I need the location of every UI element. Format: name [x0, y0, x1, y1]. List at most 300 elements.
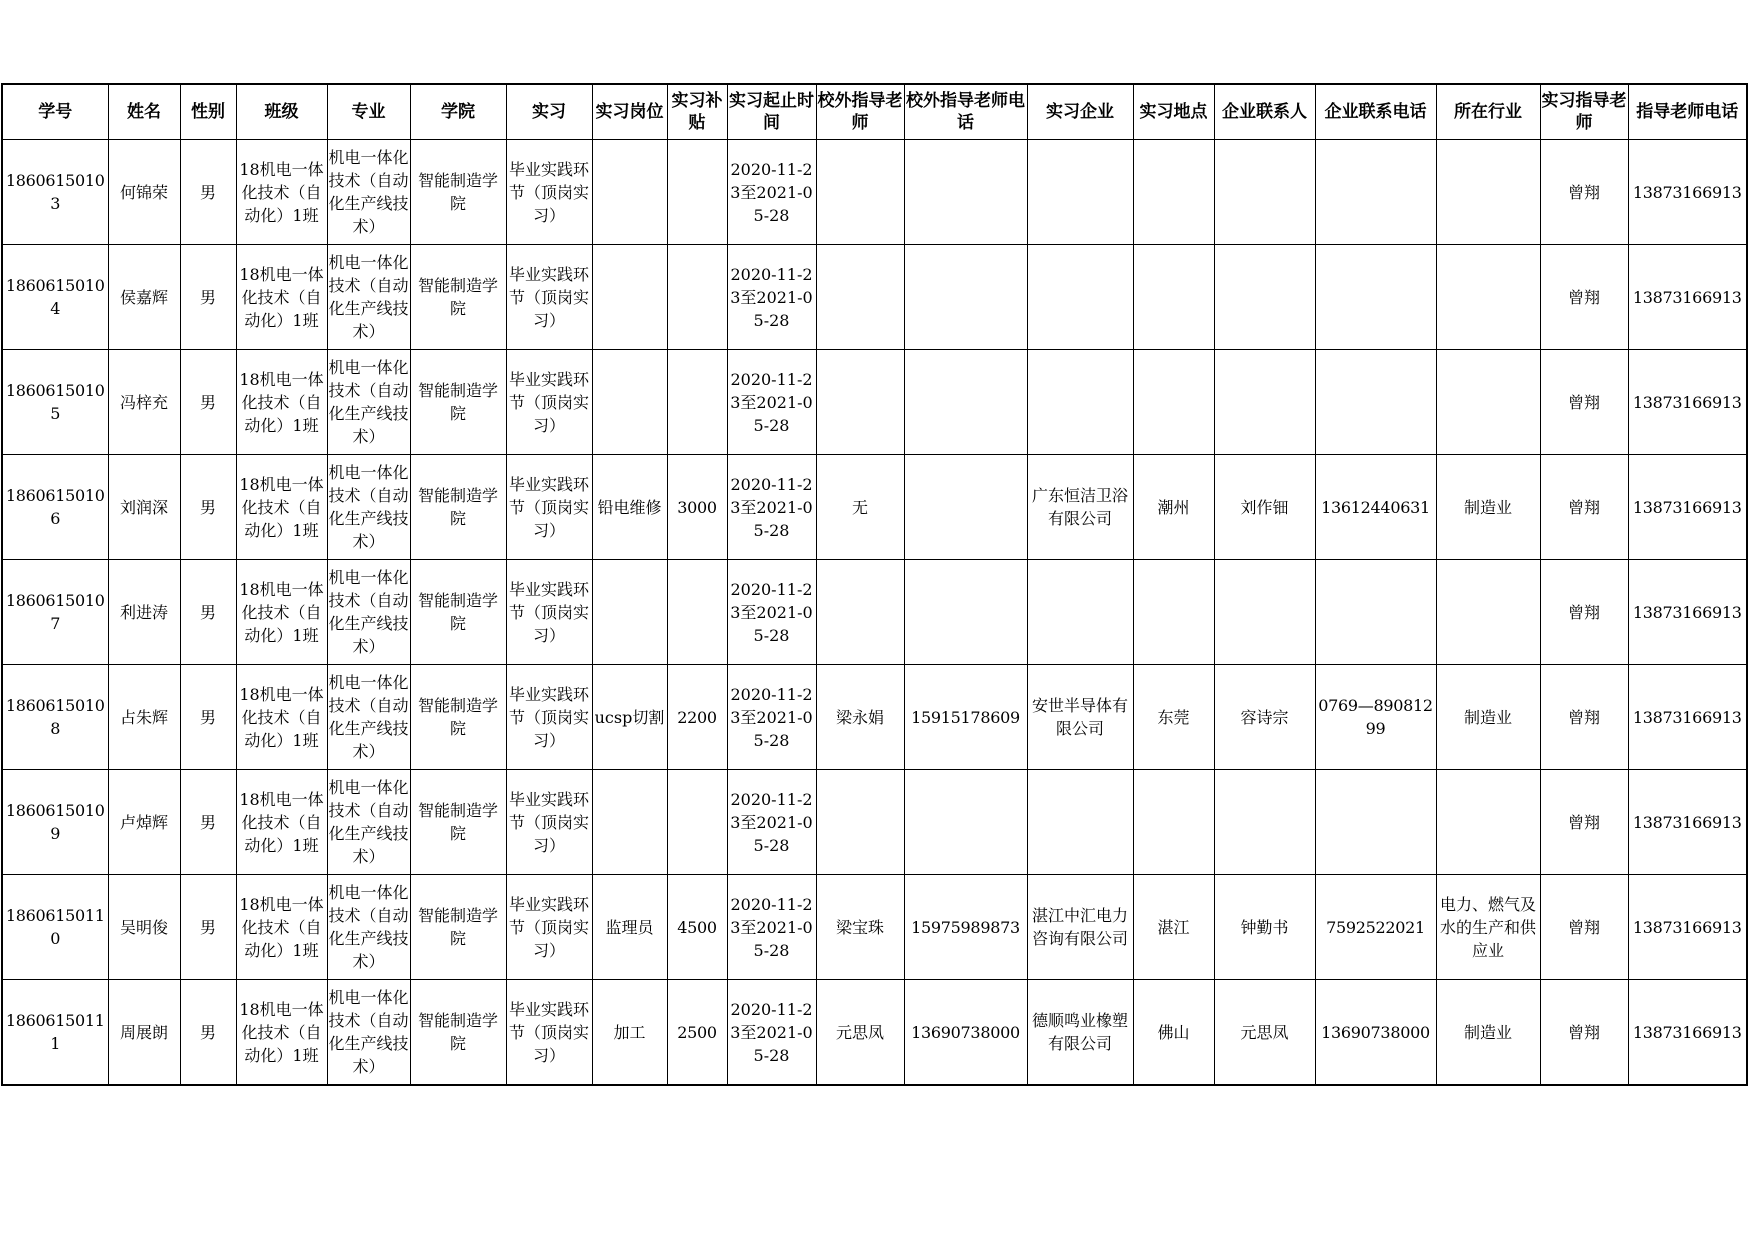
cell-text: 毕业实践环节（顶岗实习） [508, 789, 589, 855]
cell-company-contact [1214, 980, 1315, 1086]
cell-text: 18机电一体化技术（自动化）1班 [239, 894, 324, 960]
cell-text: 毕业实践环节（顶岗实习） [508, 369, 589, 435]
table-body [2, 140, 1747, 1086]
cell-company-contact [1214, 875, 1315, 980]
cell-text: 智能制造学院 [417, 801, 498, 843]
cell-mentor-phone [1628, 455, 1747, 560]
cell-location [1133, 980, 1214, 1086]
cell-college [410, 560, 506, 665]
cell-company-phone [1315, 140, 1436, 245]
header-col-gender: 性别 [180, 84, 236, 140]
cell-industry [1436, 770, 1540, 875]
cell-text: 2020-11-23至2021-05-28 [730, 159, 813, 225]
cell-external-mentor-phone [904, 245, 1027, 350]
header-col-college: 学院 [410, 84, 506, 140]
cell-text: 智能制造学院 [417, 591, 498, 633]
cell-major [327, 770, 410, 875]
cell-text: 18606150104 [5, 276, 105, 318]
cell-text: 18机电一体化技术（自动化）1班 [239, 684, 324, 750]
cell-company [1027, 875, 1133, 980]
cell-text: 18606150106 [5, 486, 105, 528]
cell-text: 利进涛 [119, 602, 168, 622]
cell-name [108, 665, 180, 770]
cell-major [327, 980, 410, 1086]
cell-college [410, 455, 506, 560]
header-col-external-mentor-phone: 校外指导老师电话 [904, 84, 1027, 140]
cell-text: 2020-11-23至2021-05-28 [730, 684, 813, 750]
cell-location [1133, 455, 1214, 560]
cell-text: 机电一体化技术（自动化生产线技术） [328, 568, 409, 656]
cell-text: 2500 [677, 1022, 717, 1042]
table-row [2, 350, 1747, 455]
cell-position [592, 770, 667, 875]
cell-major [327, 560, 410, 665]
cell-external-mentor [816, 140, 904, 245]
cell-subsidy [667, 980, 727, 1086]
table-row [2, 980, 1747, 1086]
cell-company [1027, 350, 1133, 455]
cell-external-mentor-phone [904, 875, 1027, 980]
cell-text: 曾翔 [1567, 707, 1600, 727]
header-col-subsidy: 实习补贴 [667, 84, 727, 140]
cell-mentor [1540, 980, 1628, 1086]
cell-text: 2020-11-23至2021-05-28 [730, 894, 813, 960]
cell-name [108, 875, 180, 980]
cell-text: 13873166913 [1632, 917, 1742, 937]
cell-class [236, 770, 327, 875]
cell-company-phone [1315, 665, 1436, 770]
cell-gender [180, 140, 236, 245]
cell-text: 曾翔 [1567, 812, 1600, 832]
cell-college [410, 245, 506, 350]
cell-location [1133, 770, 1214, 875]
cell-text: 铅电维修 [597, 497, 662, 517]
cell-class [236, 980, 327, 1086]
cell-external-mentor [816, 980, 904, 1086]
cell-text: 制造业 [1463, 497, 1512, 517]
cell-text: 2020-11-23至2021-05-28 [730, 999, 813, 1065]
cell-major [327, 455, 410, 560]
cell-text: 元思凤 [1240, 1022, 1289, 1042]
cell-text: 机电一体化技术（自动化生产线技术） [328, 148, 409, 236]
cell-text: 18606150111 [5, 1011, 105, 1053]
cell-gender [180, 875, 236, 980]
cell-text: 湛江 [1157, 917, 1190, 937]
cell-text: 曾翔 [1567, 602, 1600, 622]
cell-external-mentor-phone [904, 140, 1027, 245]
cell-internship [506, 350, 592, 455]
header-col-location: 实习地点 [1133, 84, 1214, 140]
cell-text: 13873166913 [1632, 392, 1742, 412]
cell-text: 侯嘉辉 [119, 287, 168, 307]
cell-company-contact [1214, 560, 1315, 665]
cell-name [108, 980, 180, 1086]
cell-student-id [2, 560, 108, 665]
cell-text: 德顺鸣业橡塑有限公司 [1031, 1011, 1128, 1053]
cell-name [108, 560, 180, 665]
cell-company [1027, 455, 1133, 560]
cell-mentor [1540, 875, 1628, 980]
cell-location [1133, 350, 1214, 455]
cell-internship [506, 875, 592, 980]
cell-text: 13873166913 [1632, 287, 1742, 307]
cell-text: 机电一体化技术（自动化生产线技术） [328, 883, 409, 971]
cell-location [1133, 875, 1214, 980]
cell-position [592, 455, 667, 560]
header-col-position: 实习岗位 [592, 84, 667, 140]
cell-text: 毕业实践环节（顶岗实习） [508, 579, 589, 645]
cell-company [1027, 665, 1133, 770]
cell-text: 毕业实践环节（顶岗实习） [508, 474, 589, 540]
cell-text: 13690738000 [911, 1022, 1020, 1042]
header-col-name: 姓名 [108, 84, 180, 140]
cell-class [236, 455, 327, 560]
cell-text: 13873166913 [1632, 707, 1742, 727]
cell-major [327, 245, 410, 350]
cell-text: 制造业 [1463, 707, 1512, 727]
cell-company-contact [1214, 665, 1315, 770]
cell-industry [1436, 455, 1540, 560]
cell-text: 曾翔 [1567, 287, 1600, 307]
cell-text: 男 [199, 1022, 216, 1042]
cell-class [236, 140, 327, 245]
cell-position [592, 350, 667, 455]
cell-position [592, 245, 667, 350]
cell-text: 吴明俊 [119, 917, 168, 937]
cell-internship [506, 560, 592, 665]
cell-text: 制造业 [1463, 1022, 1512, 1042]
cell-student-id [2, 770, 108, 875]
table-row [2, 140, 1747, 245]
cell-mentor [1540, 560, 1628, 665]
cell-company [1027, 980, 1133, 1086]
cell-subsidy [667, 455, 727, 560]
cell-external-mentor [816, 770, 904, 875]
cell-student-id [2, 140, 108, 245]
cell-major [327, 350, 410, 455]
cell-text: 广东恒洁卫浴有限公司 [1031, 486, 1128, 528]
cell-text: 机电一体化技术（自动化生产线技术） [328, 253, 409, 341]
cell-text: 智能制造学院 [417, 276, 498, 318]
cell-text: 男 [199, 707, 216, 727]
cell-period [727, 350, 816, 455]
cell-text: 机电一体化技术（自动化生产线技术） [328, 778, 409, 866]
cell-class [236, 560, 327, 665]
cell-company [1027, 560, 1133, 665]
cell-text: 男 [199, 602, 216, 622]
cell-name [108, 455, 180, 560]
table-row [2, 245, 1747, 350]
cell-company-phone [1315, 350, 1436, 455]
cell-period [727, 980, 816, 1086]
cell-external-mentor-phone [904, 560, 1027, 665]
table-header [2, 84, 1747, 140]
cell-external-mentor [816, 665, 904, 770]
cell-text: 智能制造学院 [417, 1011, 498, 1053]
table-row [2, 560, 1747, 665]
cell-text: 18机电一体化技术（自动化）1班 [239, 579, 324, 645]
cell-text: 加工 [613, 1022, 646, 1042]
cell-student-id [2, 980, 108, 1086]
cell-student-id [2, 455, 108, 560]
cell-text: 机电一体化技术（自动化生产线技术） [328, 358, 409, 446]
cell-mentor-phone [1628, 875, 1747, 980]
cell-mentor-phone [1628, 770, 1747, 875]
cell-subsidy [667, 560, 727, 665]
cell-text: 卢焯辉 [119, 812, 168, 832]
cell-text: 2020-11-23至2021-05-28 [730, 789, 813, 855]
cell-mentor [1540, 770, 1628, 875]
cell-external-mentor-phone [904, 665, 1027, 770]
cell-internship [506, 665, 592, 770]
cell-text: 曾翔 [1567, 392, 1600, 412]
cell-text: 毕业实践环节（顶岗实习） [508, 264, 589, 330]
cell-student-id [2, 875, 108, 980]
cell-gender [180, 455, 236, 560]
header-col-company: 实习企业 [1027, 84, 1133, 140]
cell-internship [506, 245, 592, 350]
cell-mentor-phone [1628, 665, 1747, 770]
cell-company-phone [1315, 245, 1436, 350]
cell-period [727, 455, 816, 560]
cell-company-contact [1214, 140, 1315, 245]
cell-external-mentor [816, 875, 904, 980]
cell-text: 潮州 [1157, 497, 1190, 517]
cell-location [1133, 245, 1214, 350]
cell-text: 18机电一体化技术（自动化）1班 [239, 474, 324, 540]
cell-mentor [1540, 665, 1628, 770]
cell-location [1133, 140, 1214, 245]
cell-text: 3000 [677, 497, 717, 517]
cell-position [592, 665, 667, 770]
cell-position [592, 980, 667, 1086]
cell-class [236, 875, 327, 980]
cell-text: 电力、燃气及水的生产和供应业 [1439, 894, 1536, 960]
cell-location [1133, 560, 1214, 665]
cell-text: 曾翔 [1567, 1022, 1600, 1042]
header-row [2, 84, 1747, 140]
cell-text: 智能制造学院 [417, 696, 498, 738]
cell-name [108, 245, 180, 350]
cell-internship [506, 980, 592, 1086]
cell-college [410, 140, 506, 245]
cell-text: 男 [199, 287, 216, 307]
cell-company-phone [1315, 455, 1436, 560]
cell-text: 毕业实践环节（顶岗实习） [508, 684, 589, 750]
cell-text: 男 [199, 182, 216, 202]
cell-company-phone [1315, 560, 1436, 665]
cell-text: 毕业实践环节（顶岗实习） [508, 159, 589, 225]
cell-text: 曾翔 [1567, 497, 1600, 517]
cell-name [108, 140, 180, 245]
header-col-mentor-phone: 指导老师电话 [1628, 84, 1747, 140]
cell-external-mentor [816, 455, 904, 560]
table-row [2, 770, 1747, 875]
cell-text: 2020-11-23至2021-05-28 [730, 579, 813, 645]
cell-period [727, 770, 816, 875]
cell-text: 曾翔 [1567, 917, 1600, 937]
cell-subsidy [667, 245, 727, 350]
cell-college [410, 350, 506, 455]
cell-text: 智能制造学院 [417, 906, 498, 948]
cell-text: 智能制造学院 [417, 486, 498, 528]
cell-subsidy [667, 350, 727, 455]
header-col-student-id: 学号 [2, 84, 108, 140]
cell-position [592, 560, 667, 665]
cell-college [410, 875, 506, 980]
cell-class [236, 350, 327, 455]
cell-internship [506, 140, 592, 245]
cell-mentor-phone [1628, 560, 1747, 665]
cell-company-contact [1214, 245, 1315, 350]
header-col-mentor: 实习指导老师 [1540, 84, 1628, 140]
cell-college [410, 665, 506, 770]
cell-industry [1436, 245, 1540, 350]
cell-text: ucsp切割 [594, 707, 665, 727]
cell-text: 4500 [677, 917, 717, 937]
cell-company-contact [1214, 350, 1315, 455]
cell-location [1133, 665, 1214, 770]
cell-mentor [1540, 350, 1628, 455]
cell-text: 毕业实践环节（顶岗实习） [508, 894, 589, 960]
cell-text: 18机电一体化技术（自动化）1班 [239, 159, 324, 225]
cell-text: 男 [199, 497, 216, 517]
cell-text: 18606150107 [5, 591, 105, 633]
header-col-company-phone: 企业联系电话 [1315, 84, 1436, 140]
cell-external-mentor-phone [904, 770, 1027, 875]
cell-text: 湛江中汇电力咨询有限公司 [1031, 906, 1128, 948]
header-col-period: 实习起止时间 [727, 84, 816, 140]
cell-company-phone [1315, 770, 1436, 875]
cell-text: 机电一体化技术（自动化生产线技术） [328, 988, 409, 1076]
cell-student-id [2, 665, 108, 770]
cell-position [592, 875, 667, 980]
cell-text: 周展朗 [119, 1022, 168, 1042]
cell-industry [1436, 350, 1540, 455]
cell-company-contact [1214, 770, 1315, 875]
cell-major [327, 140, 410, 245]
cell-mentor [1540, 245, 1628, 350]
cell-company [1027, 140, 1133, 245]
cell-industry [1436, 560, 1540, 665]
cell-text: 智能制造学院 [417, 171, 498, 213]
cell-text: 佛山 [1157, 1022, 1190, 1042]
cell-company-contact [1214, 455, 1315, 560]
cell-text: 13873166913 [1632, 602, 1742, 622]
cell-text: 0769—89081299 [1318, 696, 1433, 738]
cell-position [592, 140, 667, 245]
cell-text: 13873166913 [1632, 497, 1742, 517]
header-col-class: 班级 [236, 84, 327, 140]
cell-text: 梁永娟 [835, 707, 884, 727]
cell-text: 18机电一体化技术（自动化）1班 [239, 999, 324, 1065]
cell-gender [180, 560, 236, 665]
cell-text: 监理员 [605, 917, 654, 937]
cell-subsidy [667, 875, 727, 980]
cell-text: 何锦荣 [119, 182, 168, 202]
cell-mentor-phone [1628, 140, 1747, 245]
header-col-industry: 所在行业 [1436, 84, 1540, 140]
cell-text: 13690738000 [1321, 1022, 1430, 1042]
cell-text: 2020-11-23至2021-05-28 [730, 369, 813, 435]
cell-text: 男 [199, 812, 216, 832]
cell-text: 机电一体化技术（自动化生产线技术） [328, 673, 409, 761]
cell-industry [1436, 875, 1540, 980]
cell-text: 2200 [677, 707, 717, 727]
cell-student-id [2, 350, 108, 455]
cell-text: 18606150103 [5, 171, 105, 213]
cell-text: 占朱辉 [119, 707, 168, 727]
header-col-major: 专业 [327, 84, 410, 140]
cell-major [327, 665, 410, 770]
cell-internship [506, 455, 592, 560]
cell-text: 2020-11-23至2021-05-28 [730, 474, 813, 540]
internship-table [1, 83, 1748, 1086]
cell-text: 13612440631 [1321, 497, 1430, 517]
cell-industry [1436, 665, 1540, 770]
cell-text: 刘润深 [119, 497, 168, 517]
cell-period [727, 665, 816, 770]
cell-text: 机电一体化技术（自动化生产线技术） [328, 463, 409, 551]
cell-text: 18606150105 [5, 381, 105, 423]
cell-student-id [2, 245, 108, 350]
cell-industry [1436, 980, 1540, 1086]
cell-text: 男 [199, 917, 216, 937]
cell-gender [180, 980, 236, 1086]
cell-text: 曾翔 [1567, 182, 1600, 202]
cell-text: 15975989873 [911, 917, 1020, 937]
header-col-internship: 实习 [506, 84, 592, 140]
cell-text: 安世半导体有限公司 [1031, 696, 1128, 738]
cell-college [410, 770, 506, 875]
cell-class [236, 245, 327, 350]
cell-mentor-phone [1628, 245, 1747, 350]
cell-text: 18606150109 [5, 801, 105, 843]
cell-text: 13873166913 [1632, 812, 1742, 832]
cell-subsidy [667, 770, 727, 875]
cell-text: 容诗宗 [1240, 707, 1289, 727]
cell-text: 毕业实践环节（顶岗实习） [508, 999, 589, 1065]
cell-mentor [1540, 140, 1628, 245]
cell-external-mentor [816, 350, 904, 455]
table-row [2, 455, 1747, 560]
cell-period [727, 875, 816, 980]
cell-text: 7592522021 [1326, 917, 1425, 937]
cell-subsidy [667, 140, 727, 245]
cell-text: 13873166913 [1632, 1022, 1742, 1042]
cell-text: 智能制造学院 [417, 381, 498, 423]
cell-text: 18机电一体化技术（自动化）1班 [239, 369, 324, 435]
header-col-external-mentor: 校外指导老师 [816, 84, 904, 140]
cell-text: 钟勤书 [1240, 917, 1289, 937]
cell-subsidy [667, 665, 727, 770]
cell-text: 18机电一体化技术（自动化）1班 [239, 264, 324, 330]
cell-text: 冯梓充 [119, 392, 168, 412]
cell-text: 13873166913 [1632, 182, 1742, 202]
cell-college [410, 980, 506, 1086]
cell-text: 2020-11-23至2021-05-28 [730, 264, 813, 330]
cell-gender [180, 350, 236, 455]
cell-text: 18606150110 [5, 906, 105, 948]
cell-external-mentor-phone [904, 350, 1027, 455]
cell-company-phone [1315, 875, 1436, 980]
cell-company-phone [1315, 980, 1436, 1086]
cell-gender [180, 770, 236, 875]
cell-company [1027, 245, 1133, 350]
cell-mentor [1540, 455, 1628, 560]
header-col-company-contact: 企业联系人 [1214, 84, 1315, 140]
cell-mentor-phone [1628, 980, 1747, 1086]
